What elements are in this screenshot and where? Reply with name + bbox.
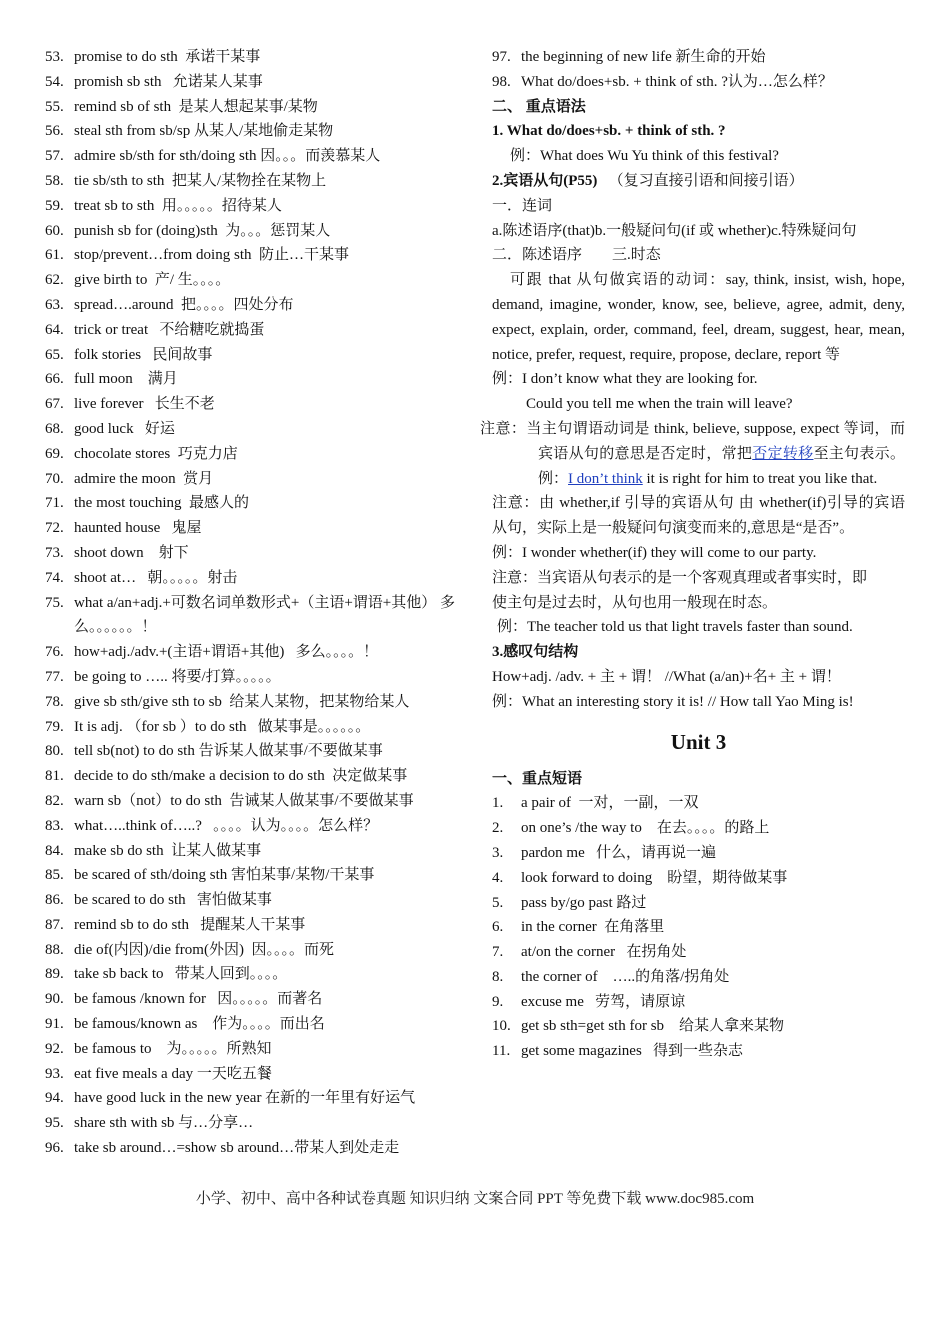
- item-number: 73.: [45, 544, 64, 561]
- item-text: the corner of …..的角落/拐角处: [521, 968, 730, 985]
- item-text: haunted house 鬼屋: [74, 520, 202, 537]
- list-item: [45, 715, 465, 740]
- item-text: promish sb sth 允诺某人某事: [74, 73, 263, 90]
- list-item: [45, 1086, 465, 1111]
- list-item: [45, 95, 465, 120]
- item-number: 5.: [492, 894, 504, 911]
- item-text: What do/does+sb. + think of sth. ?认为…怎么样？: [521, 73, 833, 90]
- list-item: [45, 789, 465, 814]
- list-item: [45, 962, 465, 987]
- item-number: 75.: [45, 594, 64, 611]
- item-number: 86.: [45, 892, 64, 909]
- item-text: look forward to doing 盼望，期待做某事: [521, 869, 788, 886]
- item-number: 10.: [492, 1018, 511, 1035]
- list-item: [45, 367, 465, 392]
- truth-tense-example: 例：The teacher told us that light travels faster than sound.: [497, 619, 853, 636]
- item-number: 76.: [45, 644, 64, 661]
- list-item: [45, 293, 465, 318]
- item-text: be scared to do sth 害怕做某事: [74, 892, 272, 909]
- list-item: [45, 343, 465, 368]
- item-text: excuse me 劳驾，请原谅: [521, 993, 686, 1010]
- item-number: 7.: [492, 944, 504, 961]
- item-text: tie sb/sth to sth 把某人/某物拴在某物上: [74, 172, 327, 189]
- item-number: 54.: [45, 73, 64, 90]
- list-item: [45, 640, 465, 665]
- exclamation-heading: 3.感叹句结构: [492, 644, 579, 661]
- item-text: stop/prevent…from doing sth 防止…干某事: [74, 247, 349, 264]
- item-number: 53.: [45, 49, 64, 65]
- item-text: a pair of 一对，一副，一双: [521, 795, 699, 812]
- list-item: [45, 987, 465, 1012]
- list-item: [45, 888, 465, 913]
- item-text: tell sb(not) to do sth 告诉某人做某事/不要做某事: [74, 743, 383, 760]
- item-text: the beginning of new life 新生命的开始: [521, 49, 766, 65]
- item-number: 79.: [45, 718, 64, 735]
- item-number: 74.: [45, 569, 64, 586]
- object-clause-example-2: Could you tell me when the train will leave?: [526, 396, 793, 413]
- item-text: decide to do sth/make a decision to do sth 决定做某事: [74, 768, 408, 785]
- list-item: [45, 219, 465, 244]
- item-text: be famous/known as 作为。。。。而出名: [74, 1016, 325, 1033]
- list-item: [492, 940, 905, 965]
- item-number: 58.: [45, 172, 64, 189]
- item-text: what…..think of…..? 。。。。认为。。。。怎么样？: [74, 817, 379, 834]
- item-text: It is adj. （for sb ）to do sth 做某事是。。。。。。: [74, 718, 371, 735]
- item-text: what a/an+adj.+可数名词单数形式+（主语+谓语+其他） 多么。。。。。。！: [74, 594, 456, 636]
- item-number: 59.: [45, 197, 64, 214]
- item-number: 68.: [45, 420, 64, 437]
- list-item: [45, 839, 465, 864]
- item-text: trick or treat 不给糖吃就捣蛋: [74, 321, 265, 338]
- item-text: pardon me 什么，请再说一遍: [521, 844, 716, 861]
- item-number: 3.: [492, 844, 504, 861]
- truth-tense-note-cont: 使主句是过去时，从句也用一般现在时态。: [492, 594, 778, 611]
- item-number: 4.: [492, 869, 504, 886]
- list-item: [45, 541, 465, 566]
- item-number: 82.: [45, 792, 64, 809]
- truth-tense-note: 注意：当宾语从句表示的是一个客观真理或者事实时，即: [492, 569, 868, 586]
- list-item: [45, 739, 465, 764]
- item-number: 64.: [45, 321, 64, 338]
- item-number: 66.: [45, 371, 64, 388]
- list-item: [45, 665, 465, 690]
- item-text: steal sth from sb/sp 从某人/某地偷走某物: [74, 123, 334, 140]
- list-item: [45, 194, 465, 219]
- item-number: 89.: [45, 966, 64, 983]
- item-text: give birth to 产/ 生。。。。: [74, 272, 231, 289]
- item-number: 97.: [492, 49, 511, 65]
- list-item: [45, 1037, 465, 1062]
- list-item: [492, 841, 905, 866]
- list-item: [492, 915, 905, 940]
- item-number: 84.: [45, 842, 64, 859]
- list-item: [492, 816, 905, 841]
- item-text: promise to do sth 承诺干某事: [74, 49, 261, 65]
- exclamation-form: How+adj. /adv. + 主 + 谓！ //What (a/an)+名+ 主 + 谓！: [492, 668, 841, 685]
- list-item: [45, 1111, 465, 1136]
- item-number: 81.: [45, 768, 64, 785]
- list-item: [45, 591, 465, 641]
- item-number: 88.: [45, 941, 64, 958]
- item-number: 67.: [45, 396, 64, 413]
- item-number: 78.: [45, 693, 64, 710]
- item-text: spread….around 把。。。。四处分布: [74, 296, 294, 313]
- list-item: [45, 938, 465, 963]
- item-text: how+adj./adv.+(主语+谓语+其他) 多么。。。。！: [74, 644, 379, 661]
- list-item: [492, 1039, 905, 1064]
- right-column: [480, 45, 905, 1064]
- item-number: 93.: [45, 1065, 64, 1082]
- item-text: get sb sth=get sth for sb 给某人拿来某物: [521, 1018, 785, 1035]
- item-text: chocolate stores 巧克力店: [74, 445, 238, 462]
- list-item: [45, 863, 465, 888]
- item-text: admire sb/sth for sth/doing sth 因。。。而羡慕某人: [74, 148, 381, 165]
- unit-section-heading: 一、重点短语: [492, 770, 583, 787]
- list-item: [492, 866, 905, 891]
- item-number: 85.: [45, 867, 64, 884]
- item-text: folk stories 民间故事: [74, 346, 213, 363]
- item-text: admire the moon 赏月: [74, 470, 214, 487]
- conjunction-types: a.陈述语序(that)b.一般疑问句(if 或 whether)c.特殊疑问句: [492, 222, 857, 239]
- item-number: 55.: [45, 98, 64, 115]
- item-number: 61.: [45, 247, 64, 264]
- word-order-tense-label: 二．陈述语序 三.时态: [492, 247, 661, 264]
- item-number: 80.: [45, 743, 64, 760]
- item-number: 56.: [45, 123, 64, 140]
- item-text: punish sb for (doing)sth 为。。。惩罚某人: [74, 222, 331, 239]
- item-text: shoot at… 朝。。。。。射击: [74, 569, 238, 586]
- conjunction-label: 一．连词: [492, 197, 553, 214]
- list-item: [492, 70, 905, 95]
- that-clause-verbs: 可跟 that 从句做宾语的动词：say, think, insist, wish, hope, demand, imagine, wonder, know, see, believe, agree, admit, deny, expect, explain, order, command, feel, dream, suggest, hear, mean, notice, prefer, request, require, propose, declare, report 等: [492, 272, 905, 363]
- list-item: [492, 1014, 905, 1039]
- item-text: live forever 长生不老: [74, 396, 215, 413]
- list-item: [492, 45, 905, 70]
- list-item: [45, 690, 465, 715]
- list-item: [45, 392, 465, 417]
- item-number: 8.: [492, 968, 504, 985]
- item-text: be scared of sth/doing sth 害怕某事/某物/干某事: [74, 867, 375, 884]
- list-item: [492, 791, 905, 816]
- list-item: [45, 1062, 465, 1087]
- item-number: 70.: [45, 470, 64, 487]
- item-text: share sth with sb 与…分享…: [74, 1115, 254, 1132]
- list-item: [45, 70, 465, 95]
- item-number: 91.: [45, 1016, 64, 1033]
- negation-transfer-link[interactable]: 否定转移: [752, 445, 814, 462]
- item-number: 57.: [45, 148, 64, 165]
- list-item: [45, 467, 465, 492]
- item-text: pass by/go past 路过: [521, 894, 647, 911]
- item-number: 83.: [45, 817, 64, 834]
- list-item: [45, 45, 465, 70]
- phrase-list-continued: [492, 45, 905, 95]
- item-text: in the corner 在角落里: [521, 919, 665, 936]
- list-item: [45, 1136, 465, 1161]
- item-text: on one’s /the way to 在去。。。。的路上: [521, 820, 770, 837]
- item-number: 1.: [492, 795, 504, 812]
- list-item: [45, 119, 465, 144]
- list-item: [45, 913, 465, 938]
- item-number: 2.: [492, 820, 504, 837]
- item-number: 60.: [45, 222, 64, 239]
- exclamation-example: 例：What an interesting story it is! // How tall Yao Ming is!: [492, 693, 854, 710]
- list-item: [45, 417, 465, 442]
- item-number: 98.: [492, 73, 511, 90]
- item-number: 65.: [45, 346, 64, 363]
- list-item: [45, 764, 465, 789]
- item-text: remind sb to do sth 提醒某人干某事: [74, 916, 306, 933]
- item-text: die of(内因)/die from(外因) 因。。。。而死: [74, 941, 334, 958]
- list-item: [45, 144, 465, 169]
- list-item: [45, 268, 465, 293]
- item-text: treat sb to sth 用。。。。。招待某人: [74, 197, 282, 214]
- negation-transfer-note: 注意：当主句谓语动词是 think, believe, suppose, expect 等词，而宾语从句的意思是否定时，常把否定转移至主句表示。例：I don’t think it is right for him to treat you like that.: [480, 420, 905, 487]
- item-number: 77.: [45, 668, 64, 685]
- item-text: good luck 好运: [74, 420, 175, 437]
- item-number: 6.: [492, 919, 504, 936]
- grammar-point-2: 2.宾语从句(P55) （复习直接引语和间接引语）: [492, 172, 804, 189]
- whether-if-note: 注意：由 whether,if 引导的宾语从句 由 whether(if)引导的宾语从句，实际上是一般疑问句演变而来的,意思是“是否”。: [492, 495, 905, 537]
- item-number: 11.: [492, 1043, 511, 1060]
- item-number: 90.: [45, 991, 64, 1008]
- list-item: [45, 442, 465, 467]
- list-item: [45, 566, 465, 591]
- item-text: get some magazines 得到一些杂志: [521, 1043, 744, 1060]
- item-text: eat five meals a day 一天吃五餐: [74, 1065, 272, 1082]
- item-text: be famous to 为。。。。。所熟知: [74, 1040, 272, 1057]
- item-text: remind sb of sth 是某人想起某事/某物: [74, 98, 318, 115]
- list-item: [492, 990, 905, 1015]
- item-number: 69.: [45, 445, 64, 462]
- list-item: [45, 491, 465, 516]
- item-text: warn sb（not）to do sth 告诫某人做某事/不要做某事: [74, 792, 414, 809]
- item-number: 63.: [45, 296, 64, 313]
- item-text: the most touching 最感人的: [74, 495, 249, 512]
- item-text: give sb sth/give sth to sb 给某人某物，把某物给某人: [74, 693, 410, 710]
- item-text: take sb around…=show sb around…带某人到处走走: [74, 1140, 400, 1157]
- item-text: have good luck in the new year 在新的一年里有好运气: [74, 1090, 416, 1107]
- list-item: [45, 318, 465, 343]
- list-item: [45, 516, 465, 541]
- unit-title: Unit 3: [670, 729, 727, 754]
- object-clause-example-1: 例：I don’t know what they are looking for.: [492, 371, 758, 388]
- grammar-point-1: 1. What do/does+sb. + think of sth. ?: [492, 123, 726, 140]
- list-item: [45, 1012, 465, 1037]
- item-text: full moon 满月: [74, 371, 178, 388]
- item-text: take sb back to 带某人回到。。。。: [74, 966, 288, 983]
- page-footer: 小学、初中、高中各种试卷真题 知识归纳 文案合同 PPT 等免费下载 www.doc985.com: [195, 1191, 755, 1207]
- list-item: [45, 243, 465, 268]
- item-text: make sb do sth 让某人做某事: [74, 842, 262, 859]
- list-item: [45, 169, 465, 194]
- item-text: be famous /known for 因。。。。。而著名: [74, 991, 323, 1008]
- item-number: 71.: [45, 495, 64, 512]
- item-text: at/on the corner 在拐角处: [521, 944, 687, 961]
- item-number: 92.: [45, 1040, 64, 1057]
- item-number: 9.: [492, 993, 504, 1010]
- i-dont-think-link[interactable]: I don’t think: [568, 470, 643, 487]
- list-item: [492, 891, 905, 916]
- item-text: be going to ….. 将要/打算。。。。。: [74, 668, 281, 685]
- grammar-point-1-example: 例：What does Wu Yu think of this festival?: [510, 148, 779, 165]
- item-number: 62.: [45, 272, 64, 289]
- left-column: [45, 45, 465, 1161]
- item-number: 95.: [45, 1115, 64, 1132]
- item-text: shoot down 射下: [74, 544, 189, 561]
- item-number: 72.: [45, 520, 64, 537]
- list-item: [492, 965, 905, 990]
- item-number: 96.: [45, 1140, 64, 1157]
- item-number: 94.: [45, 1090, 64, 1107]
- list-item: [45, 814, 465, 839]
- whether-if-example: 例：I wonder whether(if) they will come to our party.: [492, 544, 817, 561]
- item-number: 87.: [45, 916, 64, 933]
- unit-phrase-list: [492, 791, 905, 1064]
- grammar-heading: 二、 重点语法: [492, 98, 586, 115]
